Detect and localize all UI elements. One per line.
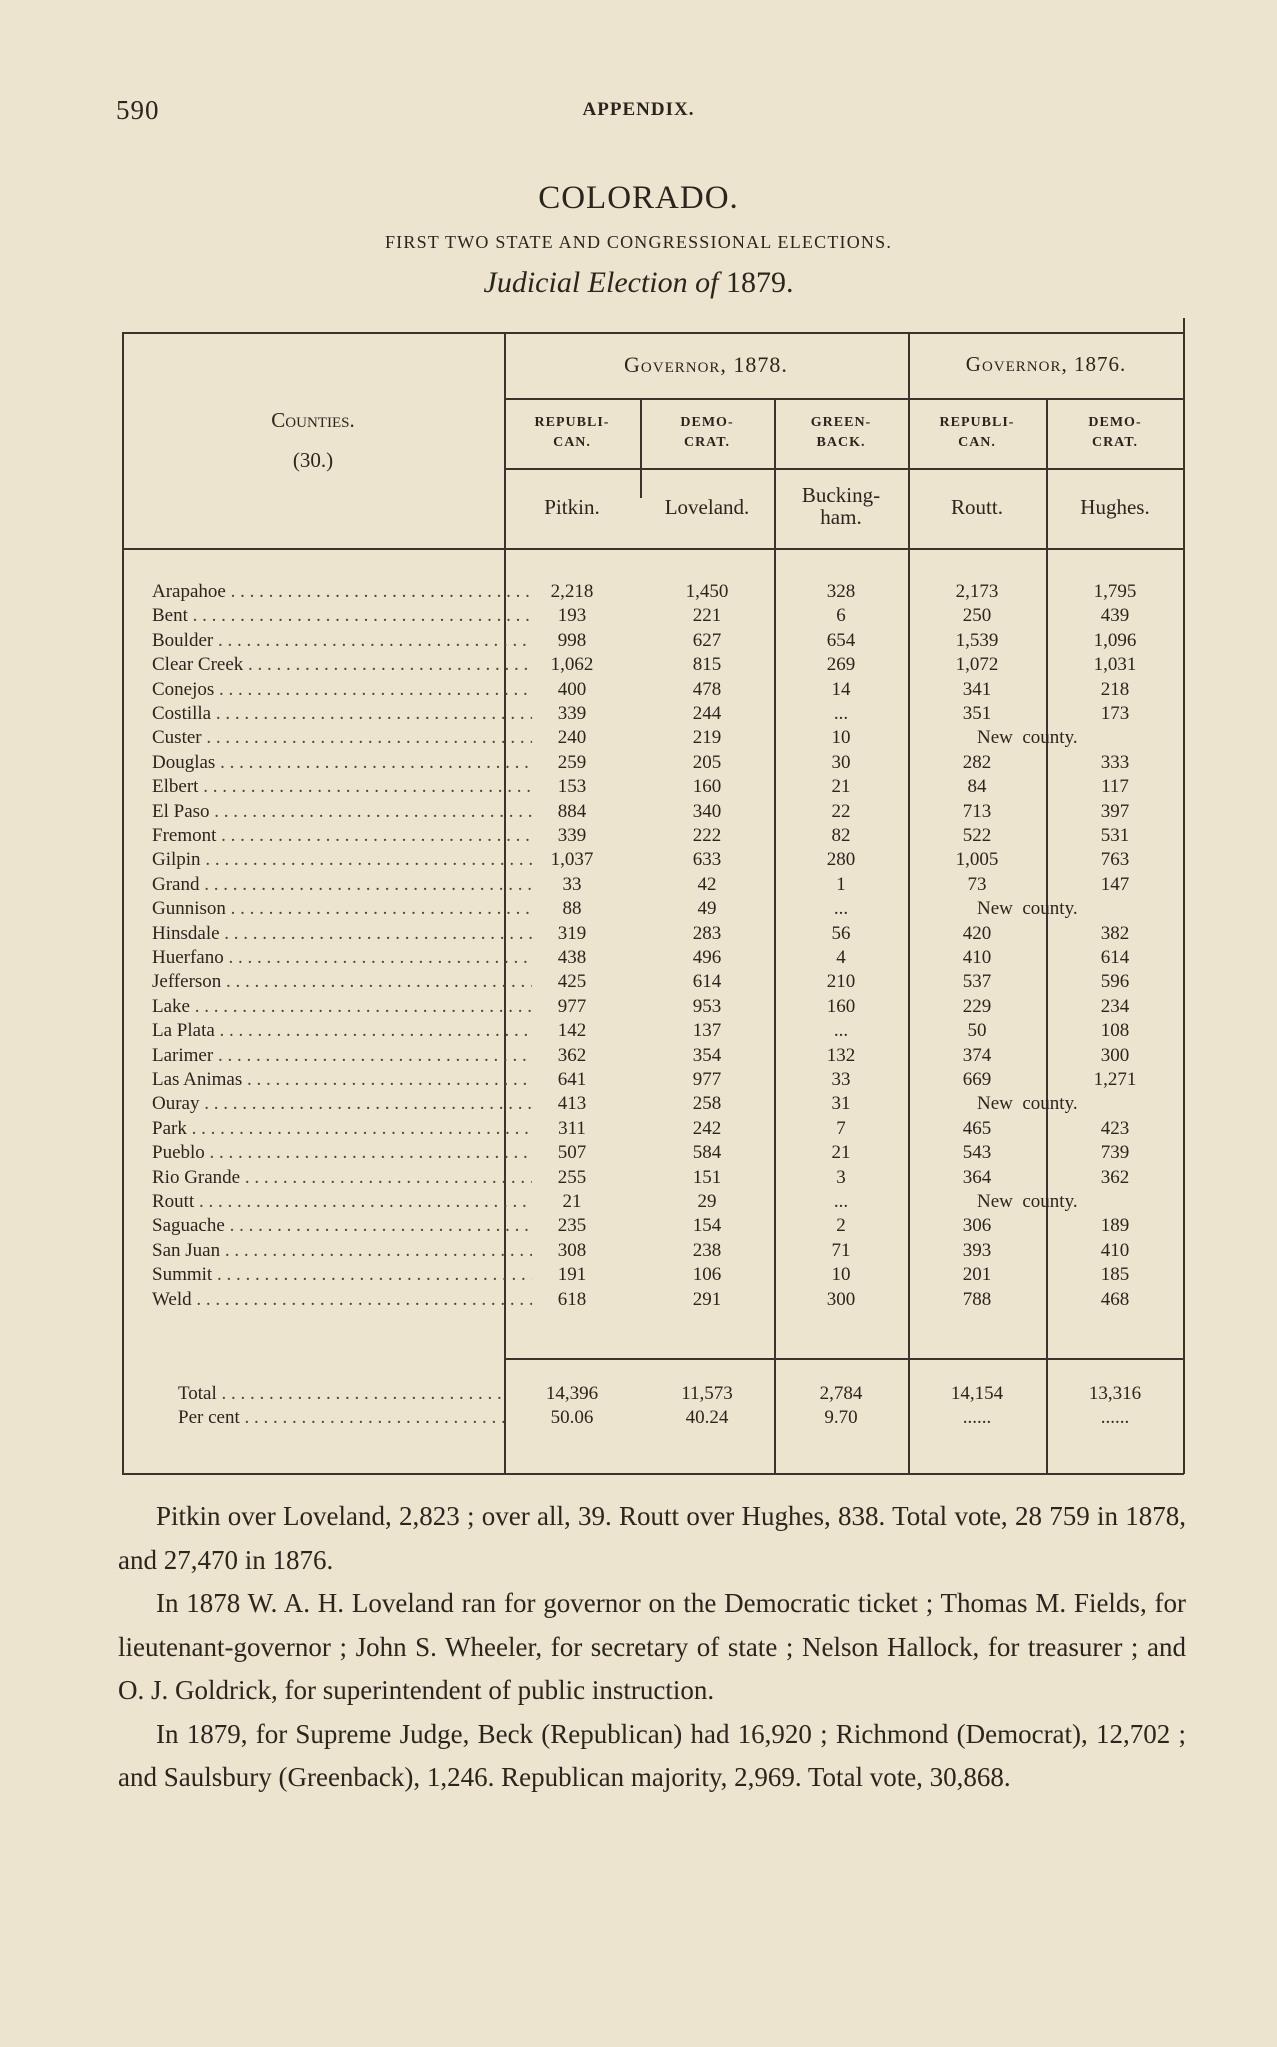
vote-cell: 425 <box>557 971 587 993</box>
vote-cell: 410 <box>1100 1239 1130 1261</box>
party-line-1: GREEN- <box>810 415 872 430</box>
total-row <box>122 1382 1184 1406</box>
table-row <box>122 1263 1184 1287</box>
percent-cell: ...... <box>1100 1407 1130 1428</box>
vote-cell: ... <box>833 1191 849 1212</box>
vote-cell: 229 <box>962 995 992 1017</box>
vote-cell: 998 <box>557 629 587 651</box>
table-row <box>122 946 1184 970</box>
party-header-democrat-1876 <box>1046 413 1184 453</box>
page-number: 590 <box>116 95 160 125</box>
vote-cell: 465 <box>962 1117 992 1139</box>
vote-cell: 537 <box>962 971 992 993</box>
vote-cell: 117 <box>1101 776 1129 798</box>
county-name: Larimer . . . <box>152 1044 532 1068</box>
table-row <box>122 678 1184 702</box>
vote-cell: 240 <box>557 727 587 749</box>
vote-cell: 269 <box>826 654 856 676</box>
county-name: Bent . . . <box>152 604 532 628</box>
table-row <box>122 1092 1184 1116</box>
vote-cell: 21 <box>562 1191 582 1212</box>
vote-cell: 151 <box>692 1166 722 1188</box>
vote-cell: 29 <box>697 1191 717 1212</box>
party-header-democrat-1878 <box>640 413 774 453</box>
total-label: Total . . . <box>178 1382 504 1406</box>
running-title: APPENDIX. <box>582 99 695 120</box>
county-name: Grand . . . <box>152 873 532 897</box>
party-line-2: CRAT. <box>683 435 731 450</box>
vote-cell: 713 <box>962 800 992 822</box>
vote-cell: 1,005 <box>955 849 999 871</box>
vote-cell: 627 <box>692 629 722 651</box>
vote-cell: 2,173 <box>955 581 999 602</box>
counties-header-label: Counties. <box>271 408 355 432</box>
vote-cell: 364 <box>962 1166 992 1188</box>
election-table <box>122 318 1184 1474</box>
party-line-1: REPUBLI- <box>939 415 1015 430</box>
vote-cell: 584 <box>692 1142 722 1164</box>
county-name: Saguache . . . <box>152 1214 532 1238</box>
vote-cell: 478 <box>692 678 722 700</box>
vote-cell: 4 <box>836 947 846 968</box>
vote-cell: 22 <box>831 800 851 822</box>
table-row <box>122 604 1184 628</box>
table-row <box>122 1117 1184 1141</box>
party-line-2: CAN. <box>553 435 591 450</box>
percent-label: Per cent . . . <box>178 1406 504 1430</box>
vote-cell: 173 <box>1100 703 1130 724</box>
table-row <box>122 580 1184 604</box>
table-row <box>122 1068 1184 1092</box>
table-row <box>122 726 1184 750</box>
county-name: Routt . . . <box>152 1190 532 1214</box>
vote-cell: 1 <box>836 873 846 895</box>
vote-cell: 410 <box>962 947 992 968</box>
vote-cell: 82 <box>831 825 851 846</box>
total-rule <box>504 1358 1184 1360</box>
party-line-1: DEMO- <box>1088 415 1142 430</box>
table-row <box>122 629 1184 653</box>
vote-cell: 219 <box>692 727 722 749</box>
party-header-republican-1878 <box>504 413 640 453</box>
vote-cell: 49 <box>697 898 717 920</box>
vote-cell: 1,062 <box>550 654 594 676</box>
vote-cell: 21 <box>831 1142 851 1164</box>
vote-cell: 10 <box>831 727 851 749</box>
paragraph-3: In 1879, for Supreme Judge, Beck (Republican) had 16,920 ; Richmond (Democrat), 12,702 ; and Saulsbury (Greenback), 1,246. Republican majority, 2,969. Total vote, 30,868. <box>118 1718 1186 1792</box>
percent-cell: 40.24 <box>685 1407 729 1428</box>
vote-cell: 614 <box>1100 947 1130 968</box>
county-name: La Plata . . . <box>152 1019 532 1043</box>
vote-cell: 543 <box>962 1142 992 1164</box>
table-row <box>122 775 1184 799</box>
vote-cell: 341 <box>962 678 992 700</box>
vote-cell: 108 <box>1100 1020 1130 1042</box>
vote-cell: 71 <box>831 1239 851 1261</box>
vote-cell: 160 <box>692 776 722 798</box>
vote-cell: 354 <box>692 1044 722 1066</box>
vote-cell: 56 <box>831 922 851 944</box>
table-row <box>122 1190 1184 1214</box>
table-row <box>122 873 1184 897</box>
vote-cell: 669 <box>962 1069 992 1090</box>
vote-cell: 2 <box>836 1215 846 1237</box>
vote-cell: 300 <box>1100 1044 1130 1066</box>
vote-cell: 1,795 <box>1093 581 1137 602</box>
section-subtitle: FIRST TWO STATE AND CONGRESSIONAL ELECTIONS. <box>384 232 893 252</box>
vote-cell: 234 <box>1100 995 1130 1017</box>
county-name: El Paso . . . <box>152 800 532 824</box>
percent-row <box>122 1406 1184 1430</box>
county-name: Pueblo . . . <box>152 1141 532 1165</box>
vote-cell: 1,271 <box>1093 1069 1137 1090</box>
vote-cell: 2,218 <box>550 581 594 602</box>
header-bottom-rule <box>122 548 1184 550</box>
new-county-note: New county. <box>977 898 1078 920</box>
vote-cell: 244 <box>692 703 722 724</box>
vote-cell: 84 <box>967 776 987 798</box>
page-title: COLORADO. <box>538 180 739 216</box>
vote-cell: 193 <box>557 605 587 627</box>
governor-1878-header: Governor, 1878. <box>624 352 788 377</box>
vote-cell: 300 <box>826 1288 856 1310</box>
vote-cell: 10 <box>831 1264 851 1286</box>
county-name: Las Animas . . . <box>152 1068 532 1092</box>
county-name: Elbert . . . <box>152 775 532 799</box>
vote-cell: 235 <box>557 1215 587 1237</box>
vote-cell: 654 <box>826 629 856 651</box>
vote-cell: 189 <box>1100 1215 1130 1237</box>
county-name: Arapahoe . . . <box>152 580 532 604</box>
vote-cell: 142 <box>557 1020 587 1042</box>
new-county-note: New county. <box>977 1093 1078 1115</box>
vote-cell: 1,031 <box>1093 654 1137 676</box>
percent-cell: 50.06 <box>550 1407 594 1428</box>
vote-cell: 242 <box>692 1117 722 1139</box>
party-rule <box>504 398 1184 400</box>
vote-cell: 339 <box>557 703 587 724</box>
vote-cell: 977 <box>692 1069 722 1090</box>
county-name: Weld . . . <box>152 1288 532 1312</box>
vote-cell: 1,450 <box>685 581 729 602</box>
vote-cell: ... <box>833 1020 849 1042</box>
table-row <box>122 702 1184 726</box>
vote-cell: 328 <box>826 581 856 602</box>
candidate-buckingham: Bucking- ham. <box>801 483 881 529</box>
vote-cell: 222 <box>692 825 722 846</box>
county-name: Douglas . . . <box>152 751 532 775</box>
candidate-hughes: Hughes. <box>1080 495 1150 519</box>
vote-cell: 614 <box>692 971 722 993</box>
vote-cell: 218 <box>1100 678 1130 700</box>
vote-cell: 210 <box>826 971 856 993</box>
new-county-note: New county. <box>977 727 1078 749</box>
vote-cell: 618 <box>557 1288 587 1310</box>
vote-cell: 191 <box>557 1264 587 1286</box>
section-subsubtitle <box>0 266 1277 300</box>
county-name: Hinsdale . . . <box>152 922 532 946</box>
vote-cell: 413 <box>557 1093 587 1115</box>
percent-cell: 9.70 <box>824 1407 858 1428</box>
vote-cell: 763 <box>1100 849 1130 871</box>
vote-cell: 185 <box>1100 1264 1130 1286</box>
county-name: Rio Grande . . . <box>152 1166 532 1190</box>
table-row <box>122 970 1184 994</box>
vote-cell: 1,037 <box>550 849 594 871</box>
total-cell: 11,573 <box>681 1383 733 1404</box>
county-name: Summit . . . <box>152 1263 532 1287</box>
vote-cell: 308 <box>557 1239 587 1261</box>
party-line-2: CRAT. <box>1091 435 1139 450</box>
party-line-1: REPUBLI- <box>534 415 610 430</box>
vote-cell: 362 <box>557 1044 587 1066</box>
county-name: Custer . . . <box>152 726 532 750</box>
county-name: Lake . . . <box>152 995 532 1019</box>
vote-cell: 522 <box>962 825 992 846</box>
subsubtitle-italic: Judicial Election of <box>483 266 719 299</box>
party-line-1: DEMO- <box>680 415 734 430</box>
vote-cell: 339 <box>557 825 587 846</box>
vote-cell: 255 <box>557 1166 587 1188</box>
vote-cell: 319 <box>557 922 587 944</box>
candidate-loveland: Loveland. <box>664 495 750 519</box>
vote-cell: 641 <box>557 1069 587 1090</box>
total-cell: 14,154 <box>950 1383 1004 1404</box>
vote-cell: 31 <box>831 1093 851 1115</box>
vote-cell: 596 <box>1100 971 1130 993</box>
total-cell: 14,396 <box>545 1383 599 1404</box>
table-row <box>122 922 1184 946</box>
vote-cell: 393 <box>962 1239 992 1261</box>
vote-cell: 221 <box>692 605 722 627</box>
county-name: Boulder . . . <box>152 629 532 653</box>
vote-cell: 201 <box>962 1264 992 1286</box>
county-name: Huerfano . . . <box>152 946 532 970</box>
vote-cell: 382 <box>1100 922 1130 944</box>
table-row <box>122 995 1184 1019</box>
vote-cell: 154 <box>692 1215 722 1237</box>
table-row <box>122 1214 1184 1238</box>
table-bottom-rule <box>122 1473 1184 1475</box>
table-row <box>122 1019 1184 1043</box>
vote-cell: 400 <box>557 678 587 700</box>
total-cell: 2,784 <box>819 1383 863 1404</box>
county-name: Gunnison . . . <box>152 897 532 921</box>
vote-cell: 50 <box>967 1020 987 1042</box>
candidate-pitkin: Pitkin. <box>544 495 600 519</box>
party-header-greenback-1878 <box>774 413 908 453</box>
vote-cell: 147 <box>1100 873 1130 895</box>
vote-cell: 815 <box>692 654 722 676</box>
vote-cell: 73 <box>967 873 987 895</box>
vote-cell: 106 <box>692 1264 722 1286</box>
table-row <box>122 897 1184 921</box>
vote-cell: 1,072 <box>955 654 999 676</box>
table-top-rule <box>122 332 1184 334</box>
table-row <box>122 1044 1184 1068</box>
table-row <box>122 1141 1184 1165</box>
percent-cell: ...... <box>962 1407 992 1428</box>
vote-cell: 250 <box>962 605 992 627</box>
vote-cell: 1,096 <box>1093 629 1137 651</box>
vote-cell: 423 <box>1100 1117 1130 1139</box>
vote-cell: 42 <box>697 873 717 895</box>
party-header-republican-1876 <box>908 413 1046 453</box>
vote-cell: 333 <box>1100 751 1130 773</box>
vote-cell: 306 <box>962 1215 992 1237</box>
vote-cell: 6 <box>836 605 846 627</box>
vote-cell: 21 <box>831 776 851 798</box>
vote-cell: 739 <box>1100 1142 1130 1164</box>
vote-cell: 33 <box>562 873 582 895</box>
vote-cell: 132 <box>826 1044 856 1066</box>
vote-cell: 283 <box>692 922 722 944</box>
vote-cell: 953 <box>692 995 722 1017</box>
vote-cell: 282 <box>962 751 992 773</box>
vote-cell: 137 <box>692 1020 722 1042</box>
vote-cell: 33 <box>831 1069 851 1090</box>
vote-cell: 351 <box>962 703 992 724</box>
vote-cell: 160 <box>826 995 856 1017</box>
vote-cell: 259 <box>557 751 587 773</box>
county-name: San Juan . . . <box>152 1239 532 1263</box>
vote-cell: 438 <box>557 947 587 968</box>
vote-cell: 1,539 <box>955 629 999 651</box>
counties-count: (30.) <box>292 448 334 472</box>
governor-1876-header: Governor, 1876. <box>965 352 1127 376</box>
vote-cell: 238 <box>692 1239 722 1261</box>
county-name: Costilla . . . <box>152 702 532 726</box>
vote-cell: 420 <box>962 922 992 944</box>
counties-header <box>122 408 504 433</box>
table-row <box>122 751 1184 775</box>
county-name: Conejos . . . <box>152 678 532 702</box>
vote-cell: 205 <box>692 751 722 773</box>
vote-cell: 7 <box>836 1117 846 1139</box>
vote-cell: 531 <box>1100 825 1130 846</box>
vote-cell: ... <box>833 898 849 920</box>
paragraph-1: Pitkin over Loveland, 2,823 ; over all, 39. Routt over Hughes, 838. Total vote, 28 759 in 1878, and 27,470 in 1876. <box>118 1501 1186 1575</box>
paragraph-2: In 1878 W. A. H. Loveland ran for governor on the Democratic ticket ; Thomas M. Fields, for lieutenant-governor ; John S. Wheeler, for secretary of state ; Nelson Hallock, for treasurer ; and O. J. Goldrick, for superintendent of public instruction. <box>118 1588 1186 1705</box>
body-text <box>118 1495 1186 1800</box>
table-row <box>122 1239 1184 1263</box>
vote-cell: 439 <box>1100 605 1130 627</box>
vote-cell: 88 <box>562 898 582 920</box>
county-name: Clear Creek . . . <box>152 653 532 677</box>
vote-cell: 468 <box>1100 1288 1130 1310</box>
vote-cell: 280 <box>826 849 856 871</box>
party-line-2: CAN. <box>958 435 996 450</box>
new-county-note: New county. <box>977 1191 1078 1212</box>
table-row <box>122 1166 1184 1190</box>
vote-cell: 788 <box>962 1288 992 1310</box>
vote-cell: 374 <box>962 1044 992 1066</box>
vote-cell: 3 <box>836 1166 846 1188</box>
party-line-2: BACK. <box>816 435 866 450</box>
vote-cell: 258 <box>692 1093 722 1115</box>
vote-cell: 397 <box>1100 800 1130 822</box>
county-name: Ouray . . . <box>152 1092 532 1116</box>
vote-cell: 14 <box>831 678 851 700</box>
table-row <box>122 800 1184 824</box>
vote-cell: 633 <box>692 849 722 871</box>
candidate-routt: Routt. <box>951 495 1003 519</box>
vote-cell: 362 <box>1100 1166 1130 1188</box>
subsubtitle-year: 1879. <box>725 266 794 299</box>
table-row <box>122 848 1184 872</box>
running-head <box>116 95 1161 131</box>
vote-cell: 496 <box>692 947 722 968</box>
vote-cell: 30 <box>831 751 851 773</box>
vote-cell: 884 <box>557 800 587 822</box>
table-row <box>122 824 1184 848</box>
vote-cell: 153 <box>557 776 587 798</box>
vote-cell: 507 <box>557 1142 587 1164</box>
county-name: Fremont . . . <box>152 824 532 848</box>
vote-cell: 311 <box>558 1117 586 1139</box>
vote-cell: 291 <box>692 1288 722 1310</box>
table-row <box>122 1288 1184 1312</box>
vote-cell: ... <box>833 703 849 724</box>
vote-cell: 340 <box>692 800 722 822</box>
candidate-rule <box>504 468 1184 470</box>
county-name: Park . . . <box>152 1117 532 1141</box>
vote-cell: 977 <box>557 995 587 1017</box>
table-row <box>122 653 1184 677</box>
total-cell: 13,316 <box>1088 1383 1142 1404</box>
county-name: Gilpin . . . <box>152 848 532 872</box>
county-name: Jefferson . . . <box>152 970 532 994</box>
